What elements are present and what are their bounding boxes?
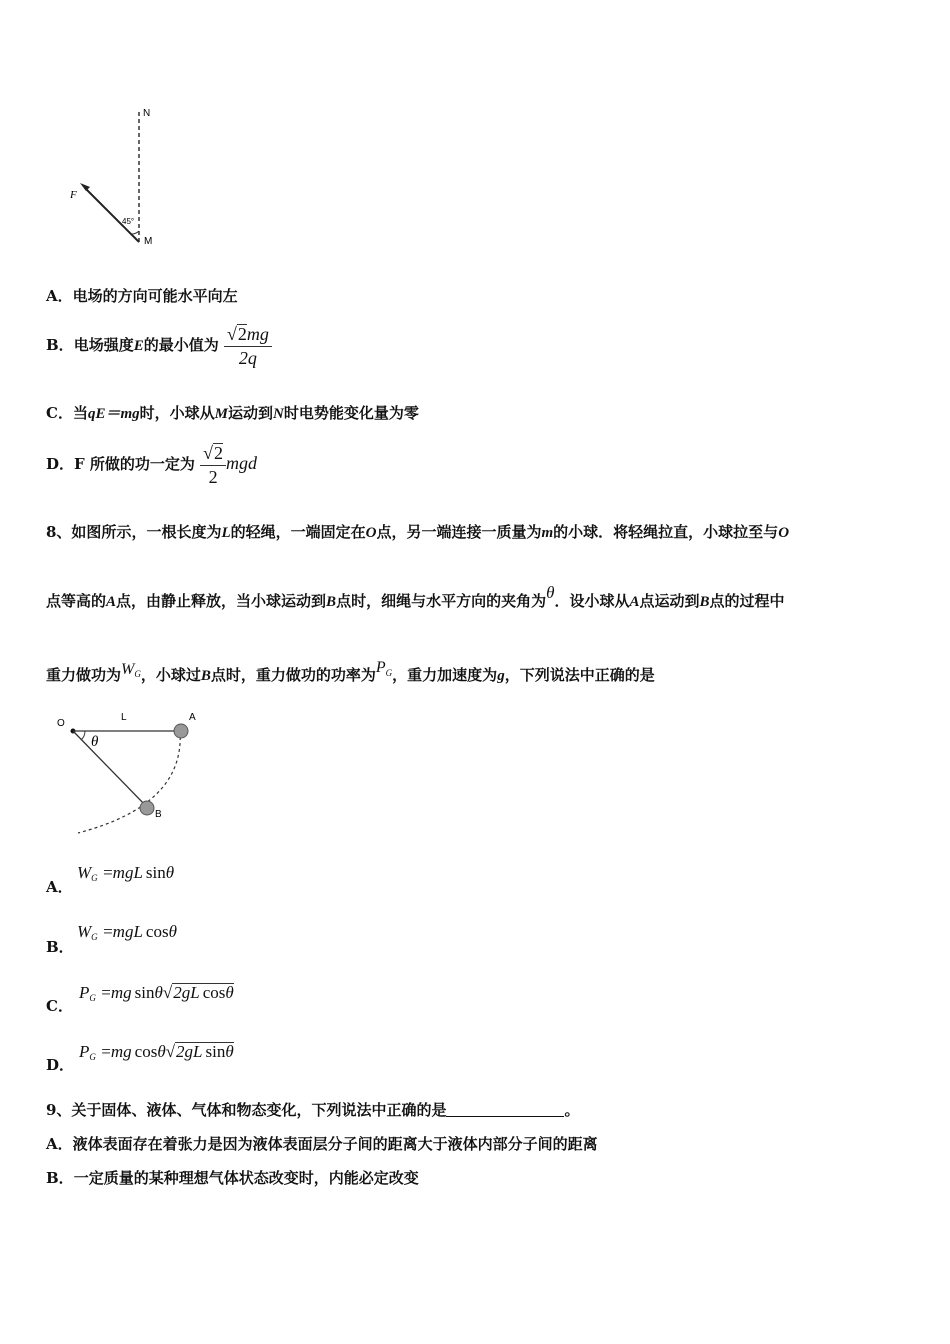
q7-option-b: B．电场强度E的最小值为 $\frac{√2mg}{2q}$ xyxy=(46,320,272,370)
label-A: A xyxy=(189,712,196,723)
q8-stem-line2: 点等高的A点，由静止释放，当小球运动到B点时，细绳与水平方向的夹角为θ．设小球从A点运动到B点的过程中 xyxy=(46,583,785,610)
label-N: N xyxy=(143,108,151,119)
label-angle: 45° xyxy=(122,217,135,226)
force-diagram xyxy=(60,100,180,250)
q8-option-d-letter: D． xyxy=(46,1056,75,1074)
q8-option-d-formula: $P_G =mg$ cosθ√2gL sinθ xyxy=(79,1042,234,1062)
ball-B xyxy=(140,801,154,815)
label-L: L xyxy=(121,712,127,723)
q8-stem-line3: 重力做功为$W^G$，小球过B点时，重力做功的功率为$P^G$，重力加速度为g，下列说法中正确的是 xyxy=(46,659,655,684)
rope-OB xyxy=(73,731,147,807)
label-B: B xyxy=(155,809,162,820)
q9-option-b: B．一定质量的某种理想气体状态改变时，内能必定改变 xyxy=(46,1169,419,1187)
pendulum-diagram xyxy=(50,705,210,840)
fraction-sqrt2mg-over-2q: $\frac{√2mg}{2q}$ xyxy=(224,323,272,369)
q8-option-b-letter: B． xyxy=(46,938,74,956)
angle-arc xyxy=(131,231,139,234)
q8-option-a-letter: A． xyxy=(46,878,73,896)
q8-option-a-formula: $W_G =mgL$ sinθ xyxy=(77,863,175,883)
label-O: O xyxy=(57,718,65,729)
label-M: M xyxy=(144,236,153,247)
q7-option-c: C．当qE＝mg时，小球从M运动到N时电势能变化量为零 xyxy=(46,404,419,422)
force-arrow-head xyxy=(80,183,90,191)
theta-arc xyxy=(81,731,85,740)
q7-option-d: D．F 所做的功一定为 $\frac{√2}{2}$ mgd xyxy=(46,443,258,487)
q8-option-c-formula: $P_G =mg$ sinθ√2gL cosθ xyxy=(79,983,234,1003)
q9-option-a: A．液体表面存在着张力是因为液体表面层分子间的距离大于液体内部分子间的距离 xyxy=(46,1135,598,1153)
q8-option-b-formula: $W_G =mgL$ cosθ xyxy=(77,922,177,942)
q8-option-c-letter: C． xyxy=(46,997,73,1015)
q8-stem-line1: 8、如图所示，一根长度为L的轻绳，一端固定在O点，另一端连接一质量为m的小球．将轻绳拉直，小球拉至与O xyxy=(46,523,790,541)
label-theta: θ xyxy=(91,734,99,750)
fraction-sqrt2-over-2: $\frac{√2}{2}$ xyxy=(200,442,226,488)
answer-blank xyxy=(446,1102,564,1117)
label-F: F xyxy=(70,189,77,201)
force-arrow-F xyxy=(85,188,139,242)
q7-option-a: A．电场的方向可能水平向左 xyxy=(46,287,238,305)
ball-A xyxy=(174,724,188,738)
q9-stem: 9、关于固体、液体、气体和物态变化，下列说法中正确的是 。 xyxy=(46,1101,580,1119)
